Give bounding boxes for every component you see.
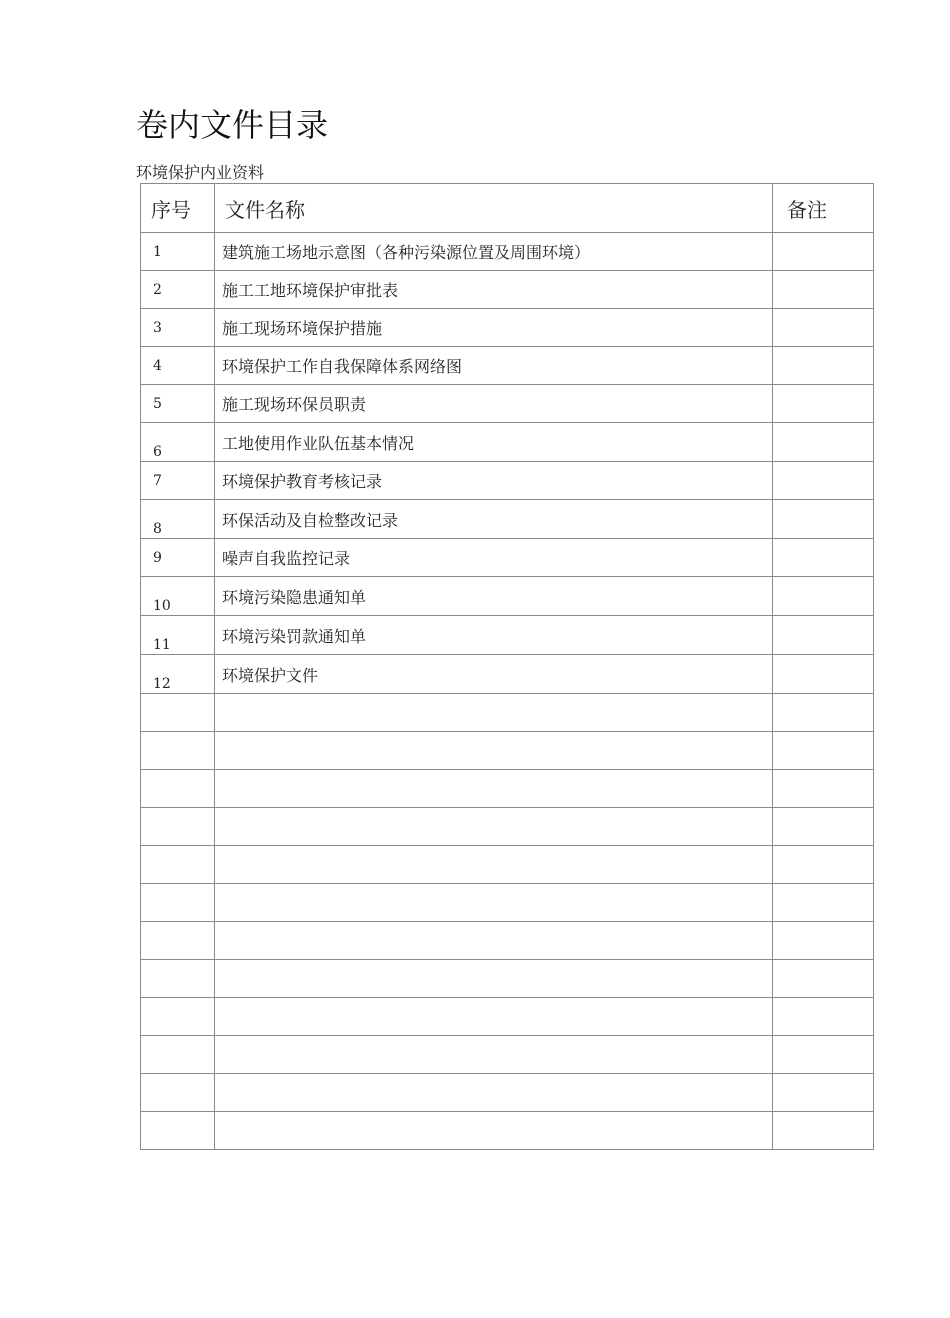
remarks-cell — [773, 808, 874, 846]
row-number-cell: 11 — [141, 616, 215, 655]
table-row — [141, 960, 874, 998]
remarks-cell — [773, 347, 874, 385]
row-number-cell — [141, 998, 215, 1036]
document-subtitle: 环境保护内业资料 — [136, 163, 265, 182]
table-row — [141, 732, 874, 770]
table-body — [141, 233, 874, 1150]
file-name-cell — [215, 770, 773, 808]
file-name-cell: 环境污染隐患通知单 — [215, 577, 773, 616]
row-number-cell — [141, 808, 215, 846]
remarks-cell — [773, 577, 874, 616]
file-name-cell — [215, 846, 773, 884]
row-number-cell: 5 — [141, 385, 215, 423]
file-name-cell: 环境保护教育考核记录 — [215, 462, 773, 500]
file-name-cell: 工地使用作业队伍基本情况 — [215, 423, 773, 462]
row-number-cell — [141, 732, 215, 770]
file-name-cell — [215, 694, 773, 732]
table-row — [141, 347, 874, 385]
remarks-cell — [773, 500, 874, 539]
column-header-file-name: 文件名称 — [215, 184, 773, 233]
table-row — [141, 616, 874, 655]
table-row — [141, 500, 874, 539]
table-row — [141, 309, 874, 347]
table-row — [141, 539, 874, 577]
remarks-cell — [773, 539, 874, 577]
remarks-cell — [773, 1036, 874, 1074]
remarks-cell — [773, 233, 874, 271]
table-header-row — [141, 184, 874, 233]
table-row — [141, 577, 874, 616]
row-number-cell: 1 — [141, 233, 215, 271]
row-number-cell — [141, 922, 215, 960]
file-name-cell: 环境污染罚款通知单 — [215, 616, 773, 655]
row-number-cell: 6 — [141, 423, 215, 462]
remarks-cell — [773, 462, 874, 500]
table-row — [141, 385, 874, 423]
row-number-cell — [141, 1074, 215, 1112]
remarks-cell — [773, 960, 874, 998]
file-name-cell — [215, 1112, 773, 1150]
table-row — [141, 694, 874, 732]
file-name-cell: 环境保护文件 — [215, 655, 773, 694]
row-number-cell — [141, 846, 215, 884]
table-row — [141, 1112, 874, 1150]
remarks-cell — [773, 1074, 874, 1112]
row-number-cell: 12 — [141, 655, 215, 694]
table-row — [141, 808, 874, 846]
file-name-cell: 环境保护工作自我保障体系网络图 — [215, 347, 773, 385]
file-name-cell: 建筑施工场地示意图（各种污染源位置及周围环境） — [215, 233, 773, 271]
file-name-cell — [215, 998, 773, 1036]
remarks-cell — [773, 423, 874, 462]
table-row — [141, 1036, 874, 1074]
table-row — [141, 271, 874, 309]
file-name-cell: 环保活动及自检整改记录 — [215, 500, 773, 539]
file-name-cell: 施工现场环境保护措施 — [215, 309, 773, 347]
table-row — [141, 998, 874, 1036]
table-row — [141, 462, 874, 500]
remarks-cell — [773, 1112, 874, 1150]
file-name-cell — [215, 1074, 773, 1112]
remarks-cell — [773, 616, 874, 655]
file-name-cell — [215, 1036, 773, 1074]
column-header-number: 序号 — [141, 184, 215, 233]
row-number-cell — [141, 1112, 215, 1150]
row-number-cell: 7 — [141, 462, 215, 500]
table-row — [141, 922, 874, 960]
table-row — [141, 770, 874, 808]
file-name-cell — [215, 732, 773, 770]
table-row — [141, 423, 874, 462]
row-number-cell: 9 — [141, 539, 215, 577]
table-row — [141, 655, 874, 694]
row-number-cell: 4 — [141, 347, 215, 385]
remarks-cell — [773, 271, 874, 309]
row-number-cell — [141, 770, 215, 808]
file-name-cell: 施工现场环保员职责 — [215, 385, 773, 423]
table-row — [141, 884, 874, 922]
remarks-cell — [773, 694, 874, 732]
file-name-cell — [215, 960, 773, 998]
remarks-cell — [773, 309, 874, 347]
file-name-cell — [215, 808, 773, 846]
file-name-cell: 噪声自我监控记录 — [215, 539, 773, 577]
remarks-cell — [773, 846, 874, 884]
table-row — [141, 1074, 874, 1112]
table-row — [141, 233, 874, 271]
remarks-cell — [773, 998, 874, 1036]
row-number-cell — [141, 1036, 215, 1074]
row-number-cell — [141, 960, 215, 998]
file-name-cell — [215, 884, 773, 922]
row-number-cell — [141, 884, 215, 922]
file-name-cell: 施工工地环境保护审批表 — [215, 271, 773, 309]
row-number-cell: 8 — [141, 500, 215, 539]
remarks-cell — [773, 884, 874, 922]
remarks-cell — [773, 922, 874, 960]
page-title: 卷内文件目录 — [136, 106, 329, 144]
remarks-cell — [773, 770, 874, 808]
table-row — [141, 846, 874, 884]
row-number-cell: 3 — [141, 309, 215, 347]
row-number-cell — [141, 694, 215, 732]
column-header-remarks: 备注 — [773, 184, 874, 233]
file-catalog-table — [140, 183, 874, 1150]
remarks-cell — [773, 732, 874, 770]
remarks-cell — [773, 655, 874, 694]
row-number-cell: 2 — [141, 271, 215, 309]
file-name-cell — [215, 922, 773, 960]
remarks-cell — [773, 385, 874, 423]
row-number-cell: 10 — [141, 577, 215, 616]
